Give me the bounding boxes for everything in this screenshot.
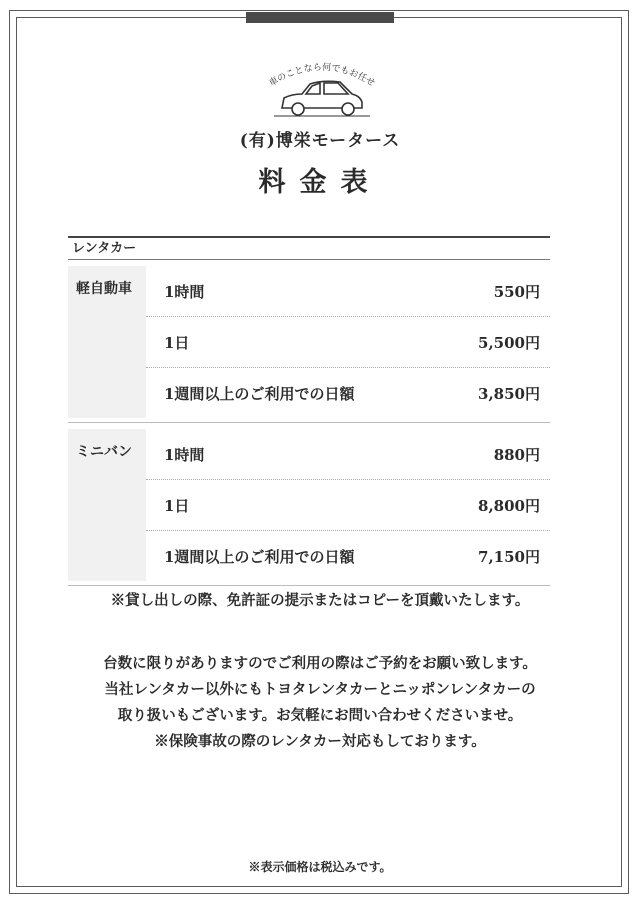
- tax-footnote: ※表示価格は税込みです。: [248, 860, 392, 874]
- price-table: [68, 236, 550, 586]
- group-divider: [68, 422, 550, 423]
- row-price: 7,150円: [478, 547, 540, 566]
- car-logo: [262, 56, 382, 128]
- car-icon: [274, 81, 370, 116]
- company-name: (有)博栄モータース: [239, 131, 401, 151]
- row-item: 1日: [164, 496, 190, 515]
- row-item: 1時間: [164, 282, 205, 301]
- group-kei: [68, 266, 550, 418]
- note-line: ※保険事故の際のレンタカー対応もしております。: [154, 733, 486, 750]
- row-price: 550円: [493, 282, 540, 301]
- table-row: [146, 368, 550, 418]
- row-item: 1日: [164, 333, 190, 352]
- row-price: 880円: [493, 445, 540, 464]
- table-bottom-divider: [68, 585, 550, 586]
- info-notes: [0, 651, 640, 755]
- logo-tagline: 車のことなら何でもお任せ: [267, 62, 377, 89]
- header-bar: [246, 12, 394, 23]
- license-note: ※貸し出しの際、免許証の提示またはコピーを頂戴いたします。: [110, 592, 530, 609]
- group-label: ミニバン: [68, 429, 146, 581]
- row-item: 1週間以上のご利用での日額: [164, 547, 355, 566]
- row-price: 5,500円: [478, 333, 540, 352]
- row-price: 8,800円: [478, 496, 540, 515]
- table-row: [146, 480, 550, 531]
- table-row: [146, 317, 550, 368]
- table-header: レンタカー: [68, 236, 550, 260]
- note-line: 取り扱いもございます。お気軽にお問い合わせくださいませ。: [117, 707, 523, 724]
- table-row: [146, 531, 550, 581]
- row-item: 1週間以上のご利用での日額: [164, 384, 355, 403]
- row-item: 1時間: [164, 445, 205, 464]
- table-row: [146, 266, 550, 317]
- table-row: [146, 429, 550, 480]
- note-line: 当社レンタカー以外にもトヨタレンタカーとニッポンレンタカーの: [104, 681, 536, 698]
- row-price: 3,850円: [478, 384, 540, 403]
- page-title: 料金表: [258, 167, 382, 198]
- group-label: 軽自動車: [68, 266, 146, 418]
- group-minivan: [68, 429, 550, 581]
- note-line: 台数に限りがありますのでご利用の際はご予約をお願い致します。: [103, 655, 537, 672]
